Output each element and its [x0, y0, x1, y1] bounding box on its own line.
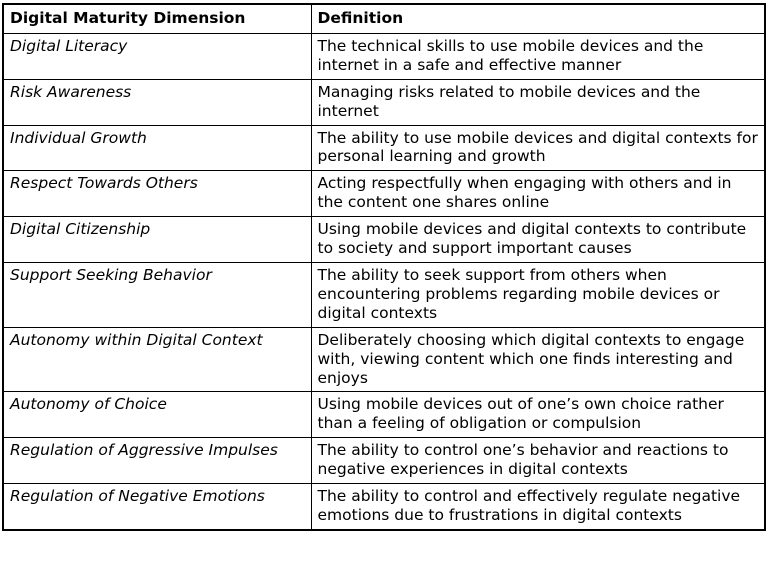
cell-dimension: Individual Growth	[3, 125, 311, 171]
table-row	[3, 33, 765, 79]
table-row	[3, 392, 765, 438]
table-row	[3, 327, 765, 392]
cell-dimension: Regulation of Aggressive Impulses	[3, 438, 311, 484]
table-header-row	[3, 4, 765, 33]
cell-dimension: Regulation of Negative Emotions	[3, 484, 311, 530]
table-row	[3, 125, 765, 171]
table-row	[3, 262, 765, 327]
table-header	[3, 4, 765, 33]
cell-definition: Managing risks related to mobile devices and the internet	[311, 79, 765, 125]
cell-definition: The ability to seek support from others when encountering problems regarding mobile devices or digital contexts	[311, 262, 765, 327]
digital-maturity-table	[2, 3, 766, 531]
cell-definition: Using mobile devices out of one’s own choice rather than a feeling of obligation or compulsion	[311, 392, 765, 438]
cell-definition: Deliberately choosing which digital contexts to engage with, viewing content which one finds interesting and enjoys	[311, 327, 765, 392]
table-body	[3, 33, 765, 529]
cell-definition: The ability to control one’s behavior and reactions to negative experiences in digital contexts	[311, 438, 765, 484]
cell-dimension: Respect Towards Others	[3, 171, 311, 217]
cell-dimension: Autonomy within Digital Context	[3, 327, 311, 392]
cell-definition: The technical skills to use mobile devices and the internet in a safe and effective manner	[311, 33, 765, 79]
cell-definition: Using mobile devices and digital contexts to contribute to society and support important causes	[311, 217, 765, 263]
cell-dimension: Digital Citizenship	[3, 217, 311, 263]
cell-definition: Acting respectfully when engaging with others and in the content one shares online	[311, 171, 765, 217]
cell-definition: The ability to use mobile devices and digital contexts for personal learning and growth	[311, 125, 765, 171]
table-row	[3, 171, 765, 217]
table-row	[3, 438, 765, 484]
table-row	[3, 484, 765, 530]
cell-dimension: Autonomy of Choice	[3, 392, 311, 438]
cell-dimension: Support Seeking Behavior	[3, 262, 311, 327]
column-header-definition: Definition	[311, 4, 765, 33]
cell-dimension: Risk Awareness	[3, 79, 311, 125]
cell-definition: The ability to control and effectively regulate negative emotions due to frustrations in digital contexts	[311, 484, 765, 530]
table-row	[3, 217, 765, 263]
column-header-dimension: Digital Maturity Dimension	[3, 4, 311, 33]
table-row	[3, 79, 765, 125]
cell-dimension: Digital Literacy	[3, 33, 311, 79]
